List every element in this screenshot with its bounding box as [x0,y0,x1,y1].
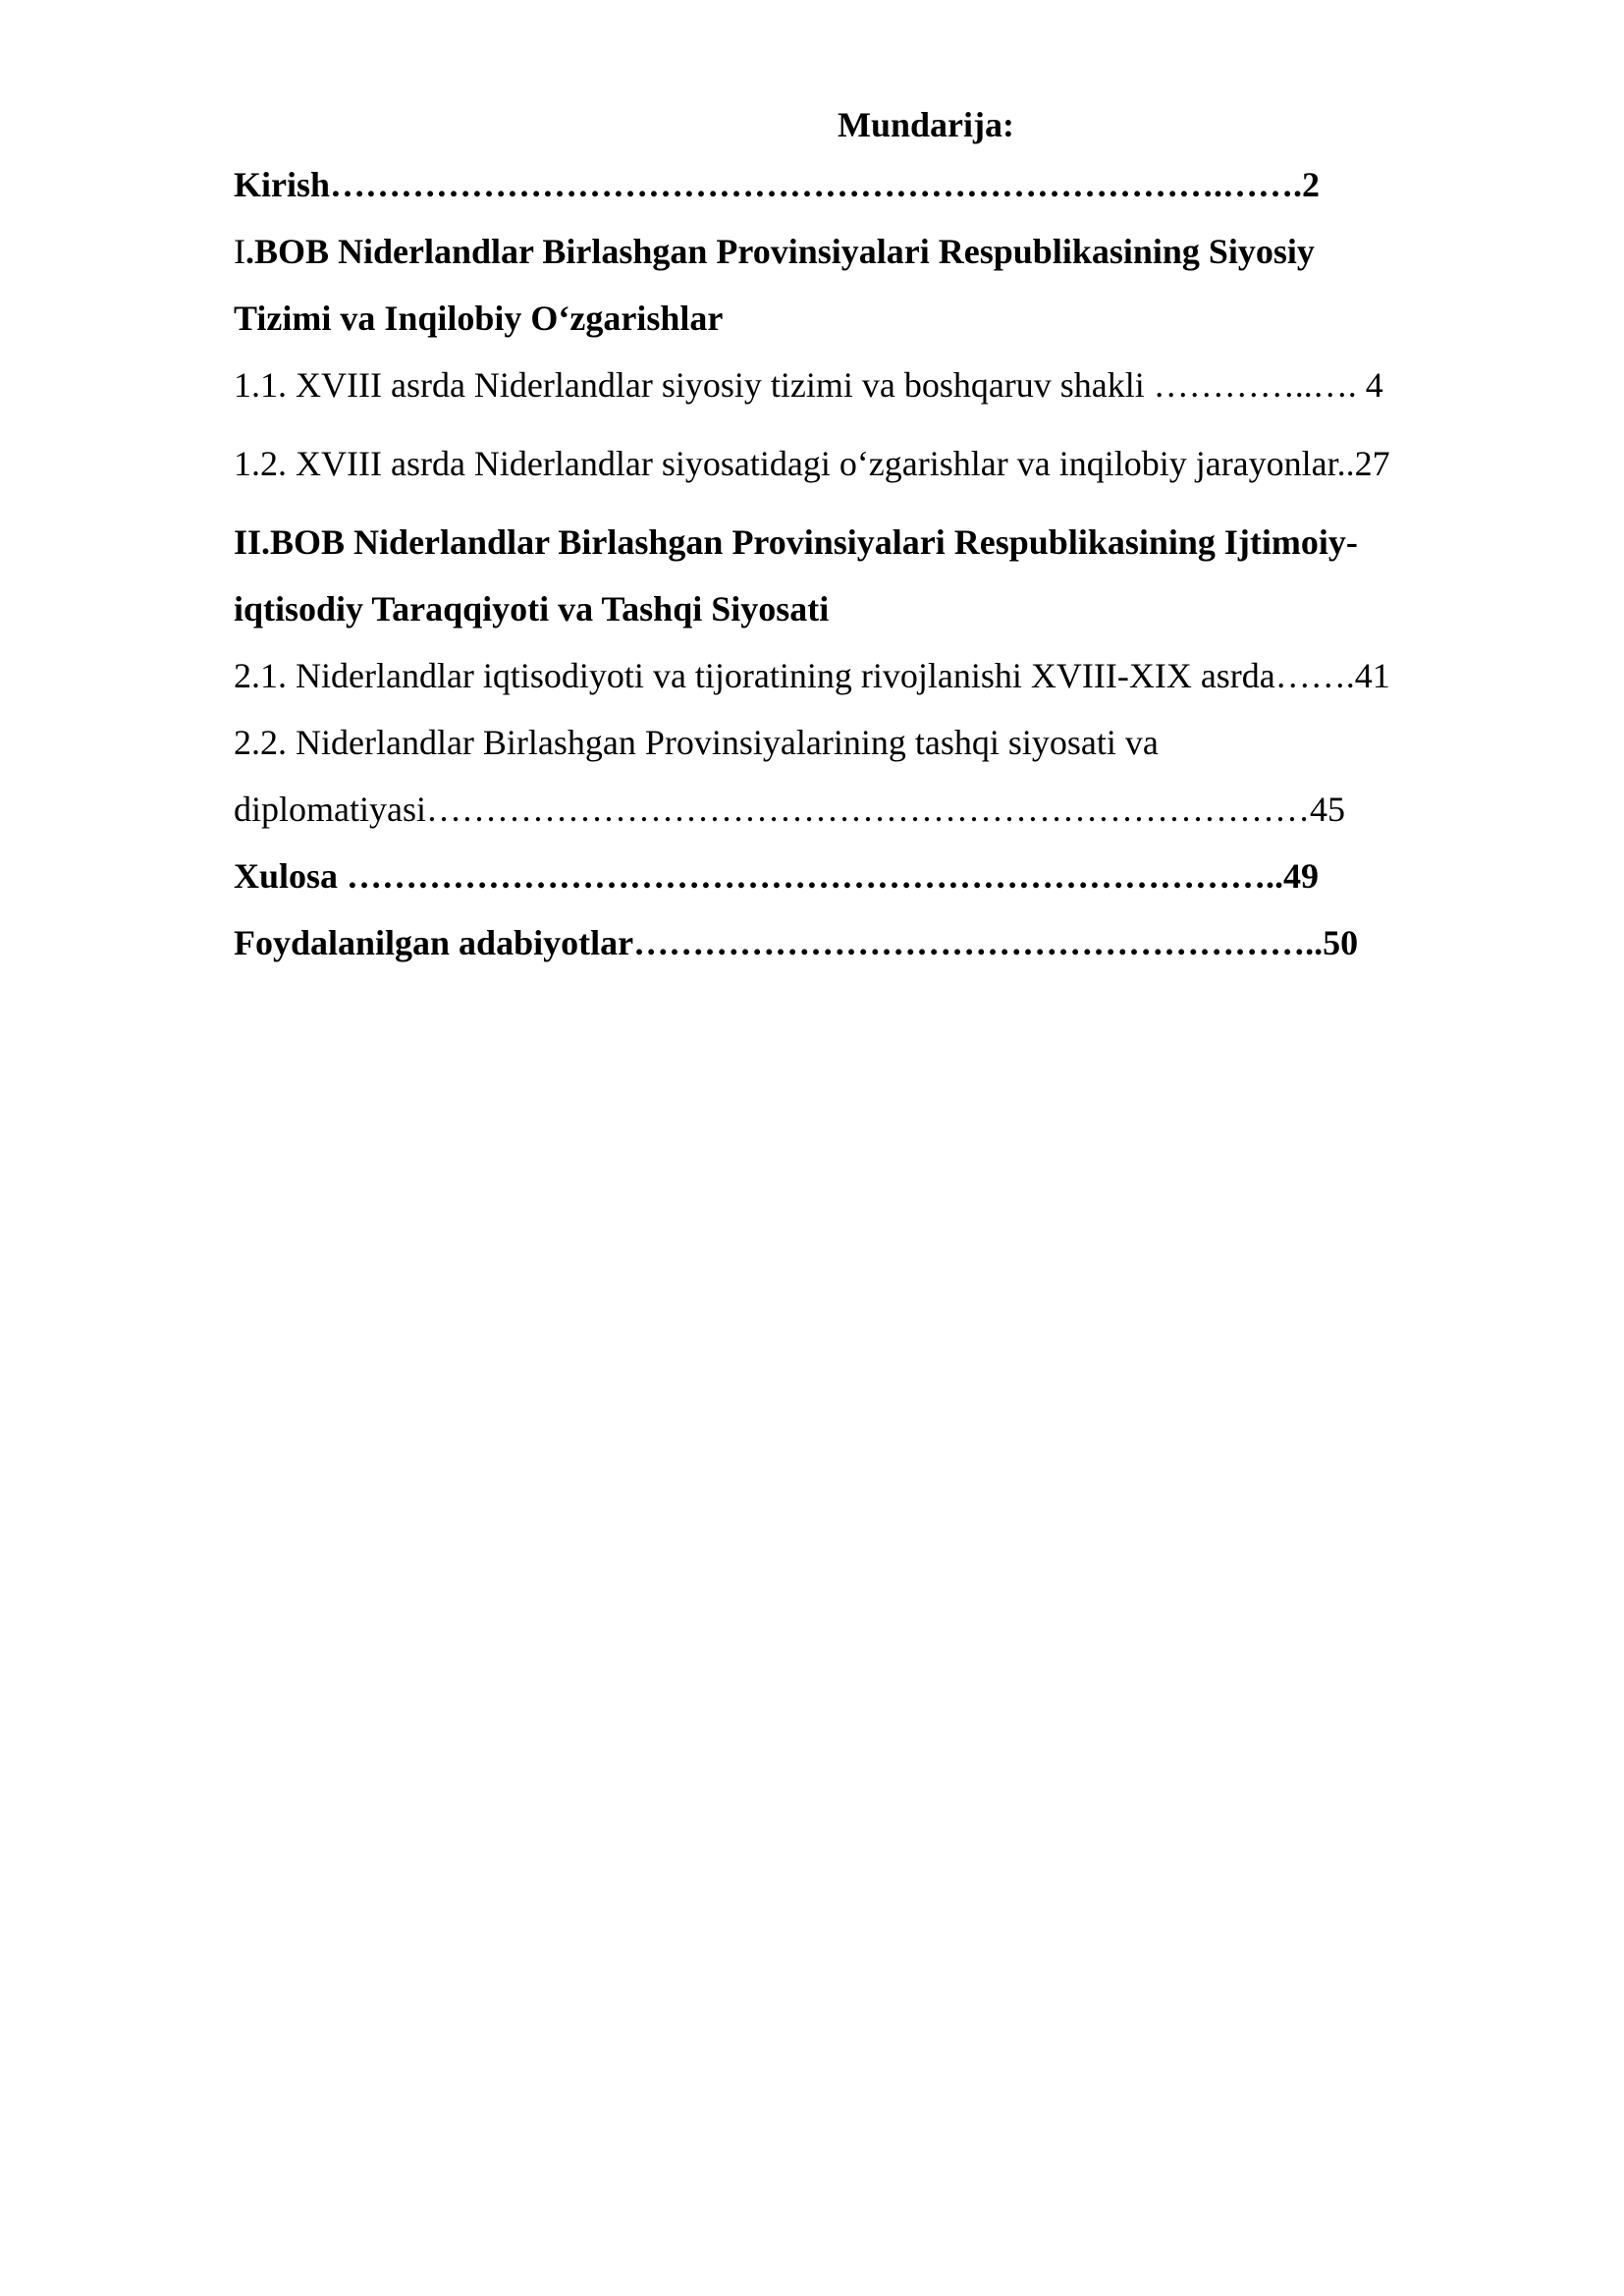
toc-entry-chapter-2-heading-line-2: iqtisodiy Taraqqiyoti va Tashqi Siyosati [234,589,830,629]
toc-entry-xulosa: Xulosa ……………………………………………………………………..49 [234,856,1320,896]
toc-title: Mundarija: [838,105,1014,144]
toc-entry-chapter-1-heading [234,218,1500,285]
toc-entry-section-2-2-line-2: diplomatiyasi…………………………………………………………………45 [234,790,1345,829]
toc-entry-adabiyotlar: Foydalanilgan adabiyotlar…………………………………………………..50 [234,923,1359,962]
toc-entry-chapter-1-heading-line-2: Tizimi va Inqilobiy O‘zgarishlar [234,299,724,338]
toc-entry-section-1-2: 1.2. XVIII asrda Niderlandlar siyosatidagi o‘zgarishlar va inqilobiy jarayonlar..27 [234,444,1390,483]
toc-entry-kirish: Kirish………………………………………………………………….…….2 [234,165,1321,204]
toc-entry-chapter-2-heading: II.BOB Niderlandlar Birlashgan Provinsiyalari Respublikasining Ijtimoiy- [234,522,1358,562]
toc-entry-section-2-1: 2.1. Niderlandlar iqtisodiyoti va tijoratining rivojlanishi XVIII-XIX asrda…….41 [234,656,1390,695]
toc-entry-section-1-1: 1.1. XVIII asrda Niderlandlar siyosiy tizimi va boshqaruv shakli …………..…. 4 [234,365,1383,405]
table-of-contents [234,98,1500,976]
toc-entry-section-2-2: 2.2. Niderlandlar Birlashgan Provinsiyalarining tashqi siyosati va [234,723,1159,762]
chapter-1-title-line-1: .BOB Niderlandlar Birlashgan Provinsiyalari Respublikasining Siyosiy [245,232,1315,271]
chapter-1-numeral: I [234,232,245,271]
